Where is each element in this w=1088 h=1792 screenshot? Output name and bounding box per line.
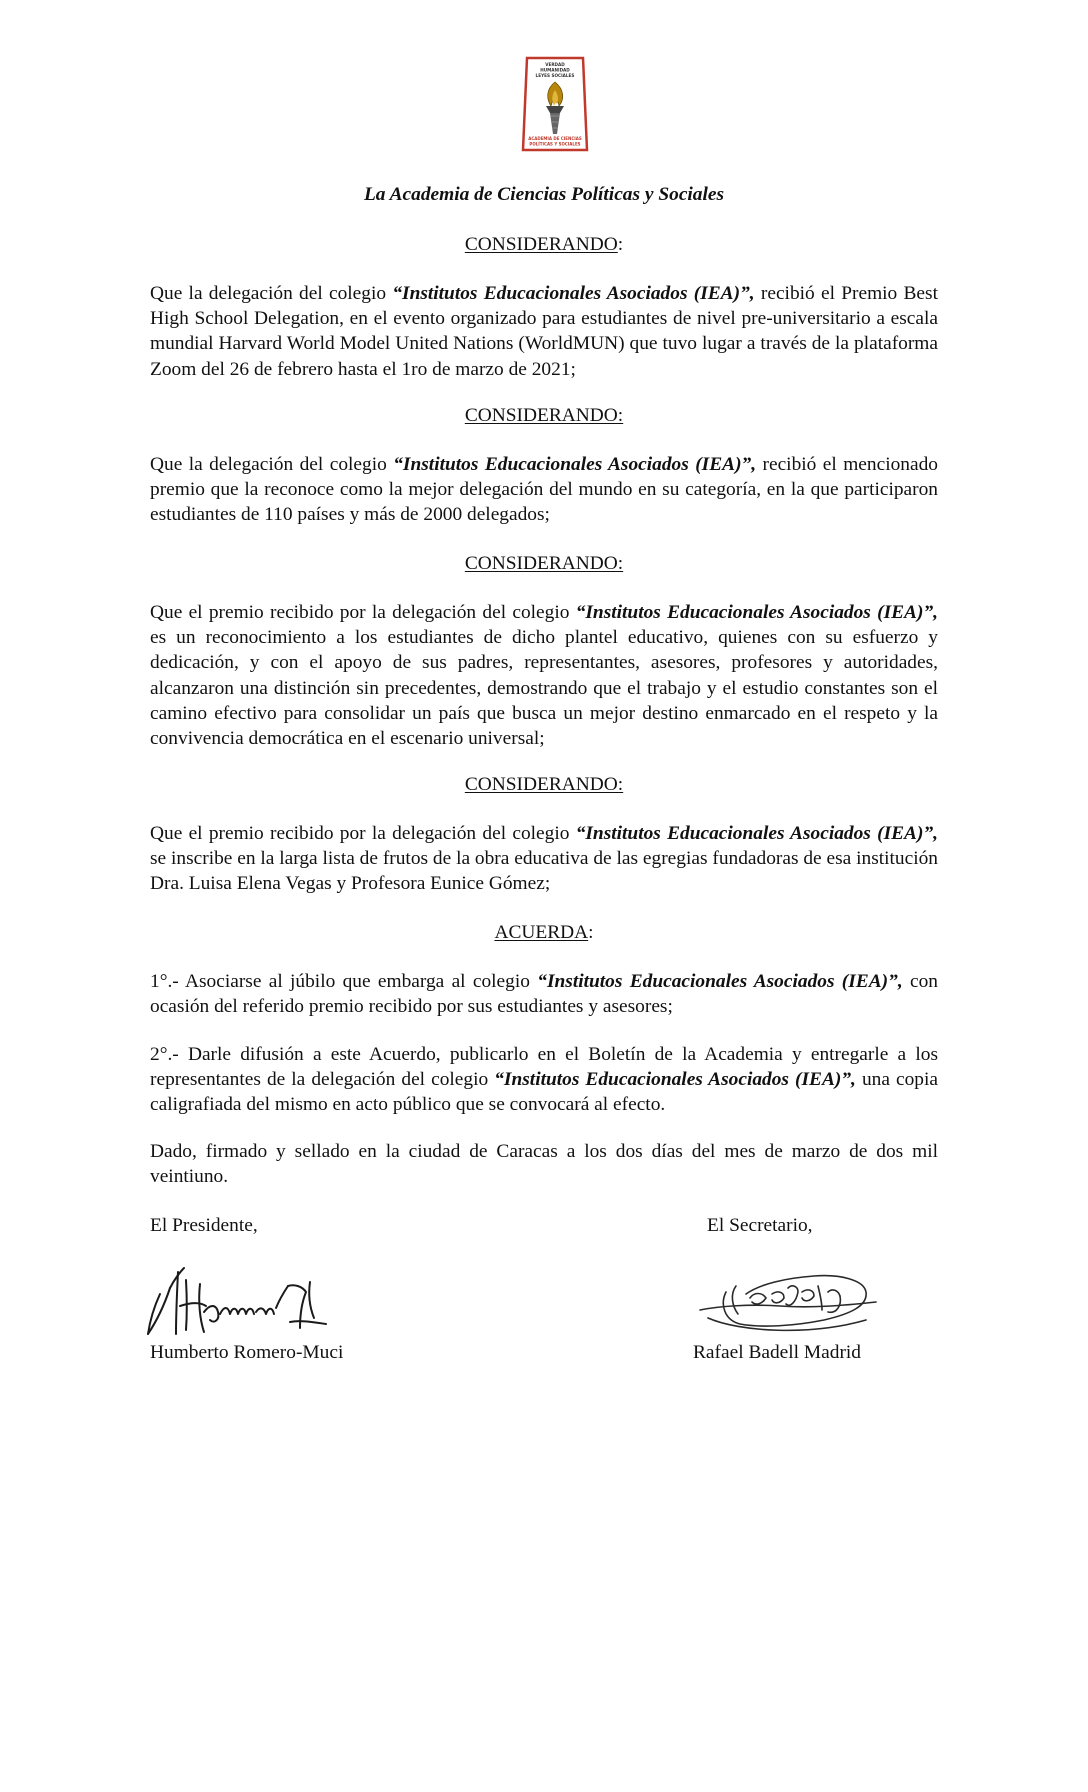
agreement-1: 1°.- Asociarse al júbilo que embarga al colegio “Institutos Educacionales Asociados (IEA)”, con ocasión del referido premio recibido por sus estudiantes y asesores; [150,971,938,1018]
document-title: La Academia de Ciencias Políticas y Sociales [363,184,725,205]
paragraph-2: Que la delegación del colegio “Institutos Educacionales Asociados (IEA)”, recibió el mencionado premio que la reconoce como la mejor delegación del mundo en su categoría, en la que participaron estudiantes de 110 países y más de 2000 delegados; [150,454,938,526]
heading-acuerda: ACUERDA: [494,922,594,943]
logo-top-text-1: VERDAD [545,62,565,67]
heading-considerando-4: CONSIDERANDO: [464,774,624,795]
president-label: El Presidente, [150,1215,258,1236]
president-name: Humberto Romero-Muci [150,1342,344,1363]
logo-bottom-text-1: ACADEMIA DE CIENCIAS [528,136,582,141]
closing-paragraph: Dado, firmado y sellado en la ciudad de Caracas a los dos días del mes de marzo de dos mil veintiuno. [150,1141,938,1188]
heading-considerando-3: CONSIDERANDO: [464,553,624,574]
logo-top-text-2: HUMANIDAD [540,67,570,73]
secretary-signature [690,1262,890,1342]
president-signature [140,1262,350,1342]
heading-considerando-1: CONSIDERANDO: [464,234,624,255]
logo-top-text-3: LEYES SOCIALES [535,73,575,78]
secretary-name: Rafael Badell Madrid [693,1342,861,1363]
paragraph-1: Que la delegación del colegio “Institutos Educacionales Asociados (IEA)”, recibió el Premio Best High School Delegation, en el evento organizado para estudiantes de nivel pre-universitario a escala mundial Harvard World Model United Nations (WorldMUN) que tuvo lugar a través de la plataforma Zoom del 26 de febrero hasta el 1ro de marzo de 2021; [150,283,938,380]
secretary-label: El Secretario, [707,1215,813,1236]
agreement-2: 2°.- Darle difusión a este Acuerdo, publicarlo en el Boletín de la Academia y entregarle a los representantes de la delegación del colegio “Institutos Educacionales Asociados (IEA)”, una copia caligrafiada del mismo en acto público que se convocará al efecto. [150,1044,938,1116]
heading-considerando-2: CONSIDERANDO: [464,405,624,426]
academy-logo [521,56,589,152]
paragraph-4: Que el premio recibido por la delegación del colegio “Institutos Educacionales Asociados (IEA)”, se inscribe en la larga lista de frutos de la obra educativa de las egregias fundadoras de esa institución Dra. Luisa Elena Vegas y Profesora Eunice Gómez; [150,823,938,895]
paragraph-3: Que el premio recibido por la delegación del colegio “Institutos Educacionales Asociados (IEA)”, es un reconocimiento a los estudiantes de dicho plantel educativo, quienes con su esfuerzo y dedicación, y con el apoyo de sus padres, representantes, asesores, profesores y autoridades, alcanzaron una distinción sin precedentes, demostrando que el trabajo y el estudio constantes son el camino efectivo para consolidar un país que busca un mejor destino enmarcado en el respeto y la convivencia democrática en el escenario universal; [150,602,938,750]
logo-bottom-text-2: POLÍTICAS Y SOCIALES [529,141,581,147]
